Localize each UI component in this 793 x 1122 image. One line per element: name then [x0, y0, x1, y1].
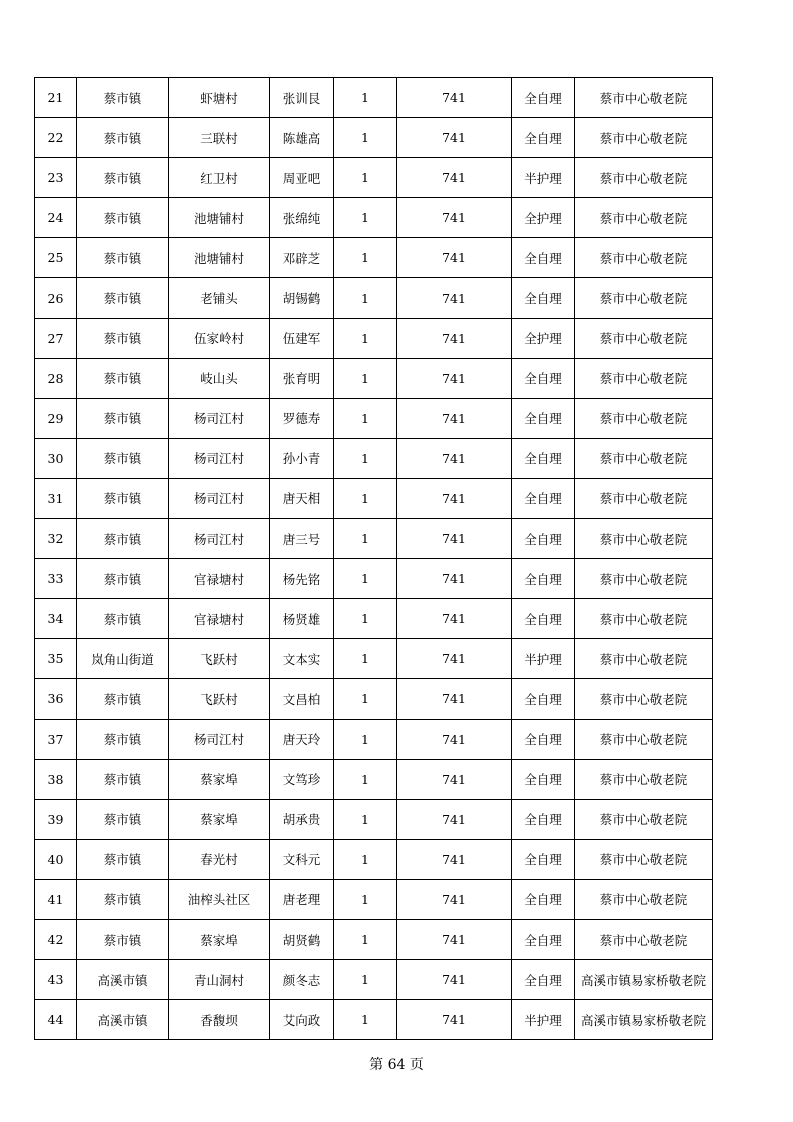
- records-body: [35, 78, 713, 1040]
- table-row: [35, 599, 713, 639]
- cell-name: 颜冬志: [270, 960, 334, 1000]
- cell-town: 蔡市镇: [77, 158, 169, 198]
- cell-amount: 741: [397, 118, 512, 158]
- cell-village: 蔡家埠: [169, 759, 270, 799]
- cell-care: 全自理: [512, 719, 575, 759]
- cell-town: 蔡市镇: [77, 238, 169, 278]
- cell-name: 胡承贵: [270, 799, 334, 839]
- cell-count: 1: [334, 158, 397, 198]
- cell-village: 岐山头: [169, 358, 270, 398]
- cell-no: 36: [35, 679, 77, 719]
- cell-care: 全自理: [512, 278, 575, 318]
- cell-count: 1: [334, 478, 397, 518]
- cell-no: 34: [35, 599, 77, 639]
- cell-village: 官禄塘村: [169, 559, 270, 599]
- cell-town: 蔡市镇: [77, 519, 169, 559]
- cell-town: 岚角山街道: [77, 639, 169, 679]
- cell-name: 胡贤鹤: [270, 919, 334, 959]
- cell-amount: 741: [397, 879, 512, 919]
- cell-care: 全自理: [512, 599, 575, 639]
- cell-count: 1: [334, 78, 397, 118]
- cell-name: 胡锡鹤: [270, 278, 334, 318]
- page-number: 第 64 页: [369, 1057, 424, 1073]
- cell-count: 1: [334, 960, 397, 1000]
- cell-care: 全自理: [512, 519, 575, 559]
- cell-no: 43: [35, 960, 77, 1000]
- cell-care: 全自理: [512, 759, 575, 799]
- cell-no: 25: [35, 238, 77, 278]
- cell-no: 42: [35, 919, 77, 959]
- cell-town: 蔡市镇: [77, 599, 169, 639]
- table-row: [35, 238, 713, 278]
- cell-town: 蔡市镇: [77, 398, 169, 438]
- cell-amount: 741: [397, 198, 512, 238]
- cell-village: 飞跃村: [169, 639, 270, 679]
- cell-village: 官禄塘村: [169, 599, 270, 639]
- cell-town: 蔡市镇: [77, 318, 169, 358]
- cell-facility: 蔡市中心敬老院: [575, 759, 713, 799]
- table-row: [35, 478, 713, 518]
- cell-count: 1: [334, 559, 397, 599]
- cell-town: 蔡市镇: [77, 839, 169, 879]
- cell-amount: 741: [397, 398, 512, 438]
- cell-care: 半护理: [512, 158, 575, 198]
- cell-village: 杨司江村: [169, 478, 270, 518]
- cell-village: 蔡家埠: [169, 919, 270, 959]
- table-row: [35, 960, 713, 1000]
- cell-town: 蔡市镇: [77, 679, 169, 719]
- table-row: [35, 799, 713, 839]
- cell-no: 22: [35, 118, 77, 158]
- cell-count: 1: [334, 839, 397, 879]
- table-row: [35, 118, 713, 158]
- cell-amount: 741: [397, 599, 512, 639]
- cell-amount: 741: [397, 799, 512, 839]
- cell-town: 蔡市镇: [77, 358, 169, 398]
- cell-care: 全自理: [512, 238, 575, 278]
- cell-amount: 741: [397, 679, 512, 719]
- cell-name: 罗德寿: [270, 398, 334, 438]
- cell-count: 1: [334, 198, 397, 238]
- cell-no: 39: [35, 799, 77, 839]
- table-row: [35, 78, 713, 118]
- table-row: [35, 919, 713, 959]
- cell-count: 1: [334, 799, 397, 839]
- cell-facility: 蔡市中心敬老院: [575, 599, 713, 639]
- cell-town: 蔡市镇: [77, 719, 169, 759]
- cell-village: 春光村: [169, 839, 270, 879]
- cell-facility: 蔡市中心敬老院: [575, 639, 713, 679]
- cell-care: 半护理: [512, 1000, 575, 1040]
- cell-name: 周亚吧: [270, 158, 334, 198]
- cell-town: 蔡市镇: [77, 799, 169, 839]
- cell-amount: 741: [397, 78, 512, 118]
- cell-name: 唐老理: [270, 879, 334, 919]
- cell-name: 唐天相: [270, 478, 334, 518]
- cell-no: 40: [35, 839, 77, 879]
- cell-care: 全护理: [512, 198, 575, 238]
- cell-village: 杨司江村: [169, 519, 270, 559]
- cell-village: 青山洞村: [169, 960, 270, 1000]
- cell-amount: 741: [397, 519, 512, 559]
- cell-name: 伍建军: [270, 318, 334, 358]
- cell-care: 全自理: [512, 839, 575, 879]
- cell-count: 1: [334, 519, 397, 559]
- cell-count: 1: [334, 278, 397, 318]
- cell-care: 半护理: [512, 639, 575, 679]
- cell-name: 文昌柏: [270, 679, 334, 719]
- cell-facility: 蔡市中心敬老院: [575, 839, 713, 879]
- table-row: [35, 198, 713, 238]
- cell-name: 艾向政: [270, 1000, 334, 1040]
- cell-name: 陈雄高: [270, 118, 334, 158]
- cell-amount: 741: [397, 759, 512, 799]
- cell-care: 全自理: [512, 879, 575, 919]
- table-row: [35, 639, 713, 679]
- cell-no: 28: [35, 358, 77, 398]
- cell-no: 26: [35, 278, 77, 318]
- cell-amount: 741: [397, 639, 512, 679]
- table-row: [35, 759, 713, 799]
- cell-town: 蔡市镇: [77, 478, 169, 518]
- cell-amount: 741: [397, 238, 512, 278]
- cell-care: 全自理: [512, 78, 575, 118]
- cell-facility: 蔡市中心敬老院: [575, 879, 713, 919]
- cell-name: 文笃珍: [270, 759, 334, 799]
- cell-amount: 741: [397, 960, 512, 1000]
- cell-name: 文本实: [270, 639, 334, 679]
- cell-count: 1: [334, 1000, 397, 1040]
- cell-village: 油榨头社区: [169, 879, 270, 919]
- cell-count: 1: [334, 759, 397, 799]
- cell-facility: 蔡市中心敬老院: [575, 78, 713, 118]
- cell-count: 1: [334, 639, 397, 679]
- cell-no: 44: [35, 1000, 77, 1040]
- table-row: [35, 839, 713, 879]
- cell-count: 1: [334, 118, 397, 158]
- table-row: [35, 719, 713, 759]
- cell-no: 33: [35, 559, 77, 599]
- cell-care: 全自理: [512, 438, 575, 478]
- cell-no: 29: [35, 398, 77, 438]
- cell-village: 飞跃村: [169, 679, 270, 719]
- cell-village: 香馥坝: [169, 1000, 270, 1040]
- cell-amount: 741: [397, 919, 512, 959]
- cell-name: 张育明: [270, 358, 334, 398]
- cell-town: 蔡市镇: [77, 278, 169, 318]
- cell-no: 21: [35, 78, 77, 118]
- cell-count: 1: [334, 398, 397, 438]
- cell-facility: 蔡市中心敬老院: [575, 799, 713, 839]
- cell-no: 27: [35, 318, 77, 358]
- cell-town: 蔡市镇: [77, 559, 169, 599]
- cell-facility: 蔡市中心敬老院: [575, 398, 713, 438]
- cell-facility: 蔡市中心敬老院: [575, 198, 713, 238]
- cell-count: 1: [334, 599, 397, 639]
- cell-care: 全自理: [512, 358, 575, 398]
- cell-no: 35: [35, 639, 77, 679]
- cell-no: 32: [35, 519, 77, 559]
- cell-amount: 741: [397, 438, 512, 478]
- cell-town: 蔡市镇: [77, 879, 169, 919]
- cell-care: 全自理: [512, 478, 575, 518]
- cell-village: 杨司江村: [169, 438, 270, 478]
- cell-amount: 741: [397, 719, 512, 759]
- cell-care: 全自理: [512, 679, 575, 719]
- cell-village: 池塘铺村: [169, 198, 270, 238]
- cell-no: 30: [35, 438, 77, 478]
- cell-village: 池塘铺村: [169, 238, 270, 278]
- cell-facility: 蔡市中心敬老院: [575, 358, 713, 398]
- cell-care: 全自理: [512, 118, 575, 158]
- table-row: [35, 519, 713, 559]
- cell-name: 杨先铭: [270, 559, 334, 599]
- cell-facility: 蔡市中心敬老院: [575, 478, 713, 518]
- cell-count: 1: [334, 358, 397, 398]
- cell-facility: 蔡市中心敬老院: [575, 679, 713, 719]
- cell-facility: 蔡市中心敬老院: [575, 238, 713, 278]
- cell-no: 41: [35, 879, 77, 919]
- cell-town: 蔡市镇: [77, 198, 169, 238]
- cell-care: 全自理: [512, 398, 575, 438]
- table-row: [35, 398, 713, 438]
- cell-no: 38: [35, 759, 77, 799]
- cell-count: 1: [334, 919, 397, 959]
- cell-count: 1: [334, 879, 397, 919]
- cell-amount: 741: [397, 318, 512, 358]
- table-row: [35, 438, 713, 478]
- cell-town: 蔡市镇: [77, 759, 169, 799]
- cell-name: 文科元: [270, 839, 334, 879]
- table-row: [35, 879, 713, 919]
- cell-no: 31: [35, 478, 77, 518]
- table-row: [35, 318, 713, 358]
- cell-facility: 蔡市中心敬老院: [575, 559, 713, 599]
- cell-name: 孙小青: [270, 438, 334, 478]
- cell-facility: 高溪市镇易家桥敬老院: [575, 960, 713, 1000]
- cell-facility: 蔡市中心敬老院: [575, 278, 713, 318]
- cell-amount: 741: [397, 559, 512, 599]
- cell-care: 全自理: [512, 919, 575, 959]
- cell-name: 邓辟芝: [270, 238, 334, 278]
- cell-count: 1: [334, 679, 397, 719]
- cell-town: 高溪市镇: [77, 960, 169, 1000]
- cell-village: 红卫村: [169, 158, 270, 198]
- cell-name: 杨贤雄: [270, 599, 334, 639]
- cell-facility: 蔡市中心敬老院: [575, 158, 713, 198]
- table-row: [35, 358, 713, 398]
- cell-no: 37: [35, 719, 77, 759]
- cell-facility: 蔡市中心敬老院: [575, 318, 713, 358]
- cell-count: 1: [334, 719, 397, 759]
- cell-care: 全自理: [512, 799, 575, 839]
- cell-facility: 高溪市镇易家桥敬老院: [575, 1000, 713, 1040]
- table-row: [35, 278, 713, 318]
- cell-count: 1: [334, 318, 397, 358]
- cell-town: 蔡市镇: [77, 438, 169, 478]
- cell-name: 张训艮: [270, 78, 334, 118]
- cell-facility: 蔡市中心敬老院: [575, 118, 713, 158]
- cell-village: 老铺头: [169, 278, 270, 318]
- cell-care: 全自理: [512, 559, 575, 599]
- cell-facility: 蔡市中心敬老院: [575, 719, 713, 759]
- table-row: [35, 1000, 713, 1040]
- cell-village: 虾塘村: [169, 78, 270, 118]
- cell-village: 三联村: [169, 118, 270, 158]
- cell-name: 唐三号: [270, 519, 334, 559]
- cell-amount: 741: [397, 158, 512, 198]
- cell-town: 蔡市镇: [77, 919, 169, 959]
- table-row: [35, 679, 713, 719]
- cell-facility: 蔡市中心敬老院: [575, 519, 713, 559]
- cell-name: 唐天玲: [270, 719, 334, 759]
- cell-no: 23: [35, 158, 77, 198]
- cell-name: 张绵纯: [270, 198, 334, 238]
- table-row: [35, 158, 713, 198]
- cell-care: 全护理: [512, 318, 575, 358]
- cell-village: 蔡家埠: [169, 799, 270, 839]
- cell-village: 杨司江村: [169, 398, 270, 438]
- cell-no: 24: [35, 198, 77, 238]
- cell-count: 1: [334, 238, 397, 278]
- cell-town: 高溪市镇: [77, 1000, 169, 1040]
- cell-village: 杨司江村: [169, 719, 270, 759]
- cell-count: 1: [334, 438, 397, 478]
- cell-amount: 741: [397, 839, 512, 879]
- cell-village: 伍家岭村: [169, 318, 270, 358]
- cell-amount: 741: [397, 478, 512, 518]
- cell-care: 全自理: [512, 960, 575, 1000]
- cell-town: 蔡市镇: [77, 118, 169, 158]
- records-table: [34, 77, 713, 1040]
- cell-facility: 蔡市中心敬老院: [575, 438, 713, 478]
- cell-facility: 蔡市中心敬老院: [575, 919, 713, 959]
- cell-amount: 741: [397, 358, 512, 398]
- cell-amount: 741: [397, 1000, 512, 1040]
- table-row: [35, 559, 713, 599]
- cell-amount: 741: [397, 278, 512, 318]
- cell-town: 蔡市镇: [77, 78, 169, 118]
